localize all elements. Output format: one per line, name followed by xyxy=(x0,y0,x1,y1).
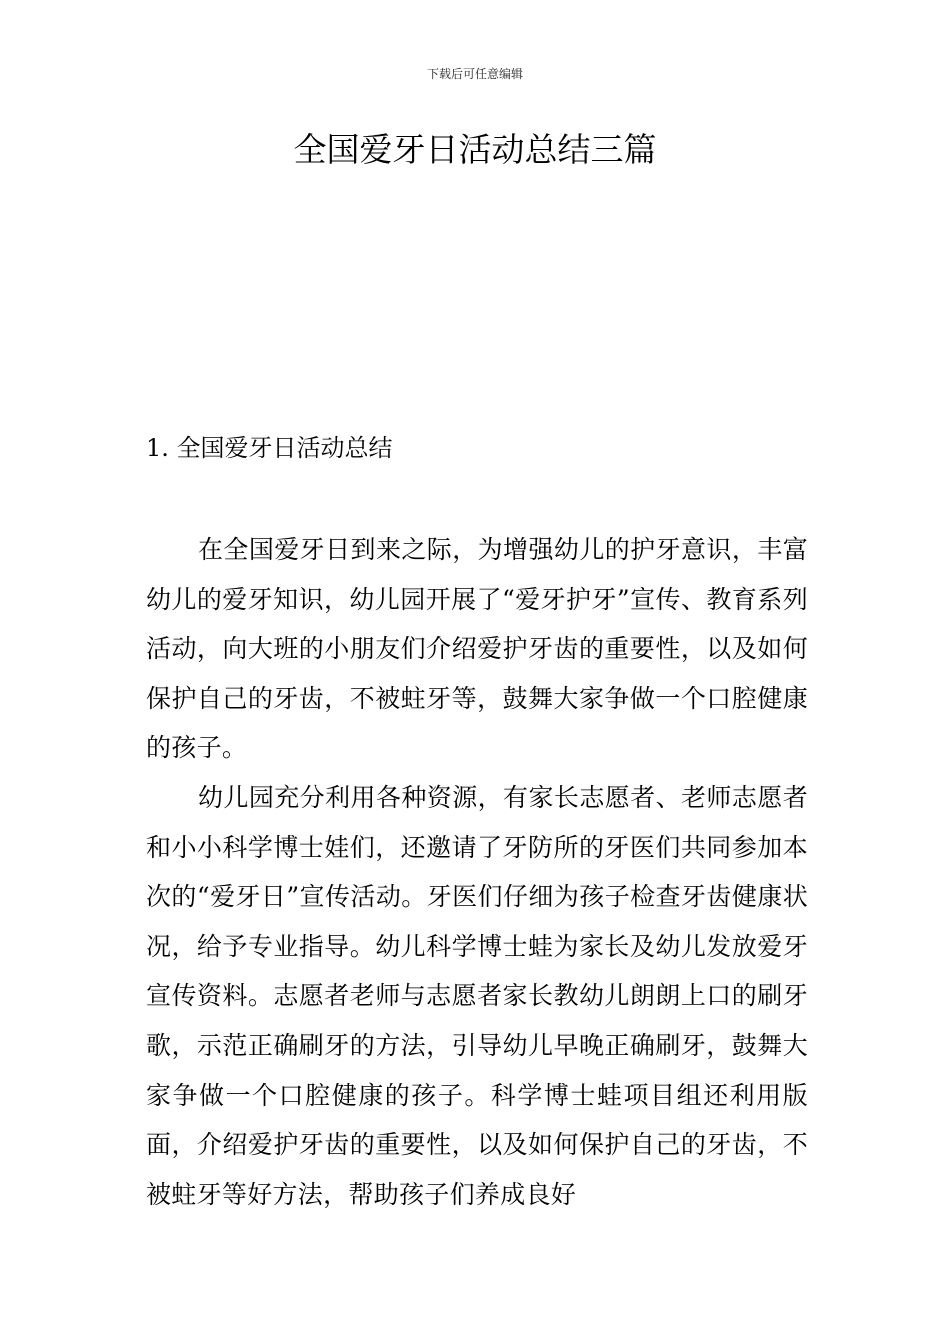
header-note: 下载后可任意编辑 xyxy=(426,67,523,81)
section-heading: 1. 全国爱牙日活动总结 xyxy=(146,434,393,462)
document-title: 全国爱牙日活动总结三篇 xyxy=(293,130,657,169)
section-body xyxy=(146,525,808,1219)
paragraph: 幼儿园充分利用各种资源，有家长志愿者、老师志愿者和小小科学博士娃们，还邀请了牙防所的牙医们共同参加本次的“爱牙日”宣传活动。牙医们仔细为孩子检查牙齿健康状况，给予专业指导。幼儿科学博士蛙为家长及幼儿发放爱牙宣传资料。志愿者老师与志愿者家长教幼儿朗朗上口的刷牙歌，示范正确刷牙的方法，引导幼儿早晚正确刷牙，鼓舞大家争做一个口腔健康的孩子。科学博士蛙项目组还利用版面，介绍爱护牙齿的重要性，以及如何保护自己的牙齿，不被蛀牙等好方法，帮助孩子们养成良好 xyxy=(146,782,808,1209)
paragraph: 在全国爱牙日到来之际，为增强幼儿的护牙意识，丰富幼儿的爱牙知识，幼儿园开展了“爱牙护牙”宣传、教育系列活动，向大班的小朋友们介绍爱护牙齿的重要性，以及如何保护自己的牙齿，不被蛀牙等，鼓舞大家争做一个口腔健康的孩子。 xyxy=(146,535,808,763)
